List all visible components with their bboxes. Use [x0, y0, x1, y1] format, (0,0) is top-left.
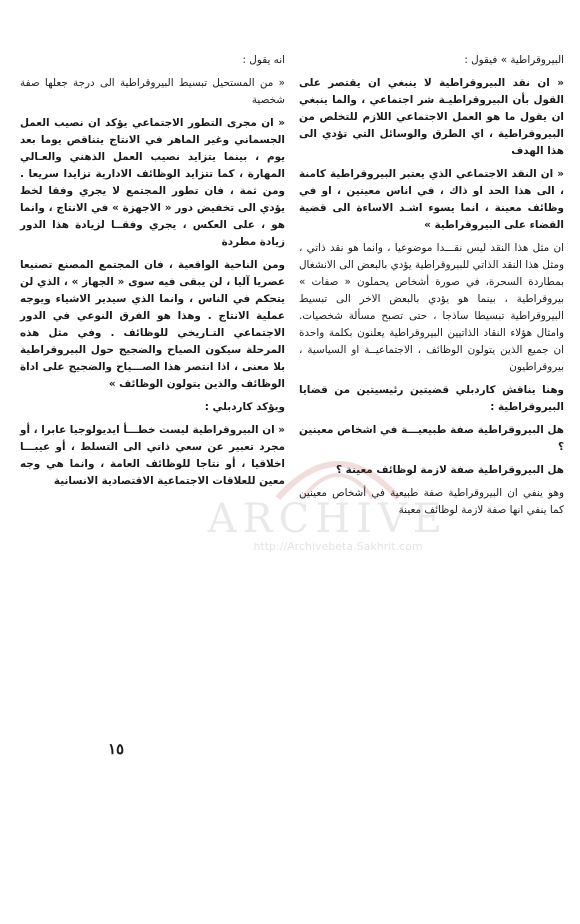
paragraph: وهنا يناقش كاردبلي قضيتين رئيسيتين من قضايا البيروقراطية :	[299, 384, 564, 413]
paragraph: « من المستحيل تبسيط البيروقراطية الى درجة جعلها صفة شخصية	[20, 77, 285, 106]
question-heading: هل البيروقراطية صفة لازمة لوظائف معينة ؟	[336, 464, 564, 476]
page-number: ١٥	[108, 740, 125, 758]
right-column	[299, 52, 564, 772]
watermark-url: http://Archivebeta.Sakhrit.com	[253, 540, 423, 553]
paragraph: « ان نقد البيروقراطية لا ينبغي ان يقتصر على القول بأن البيروقراطيـة شر اجتماعي ، والما ينبغي ان يقول ما هو العمل الاجتماعي اللازم للتخلص من البيروقراطية ، اي الطرق والوسائل التي تؤدي الى هذا الهدف	[299, 77, 564, 157]
paragraph: « ان مجرى التطور الاجتماعي يؤكد ان نصيب العمل الجسماني وغير الماهر في الانتاج يتناقص يوما بعد يوم ، بينما يتزايد نصيب العمل الذهني والعـالي المهارة ، كما تتزايد الوظائف الادارية تزايدا سريعا . ومن ثمة ، فان تطور المجتمع لا يجري وفقا لخط يؤدي الى تخفيض دور « الاجهزة » في الانتاج ، وانما هو ، على العكس ، يجري وفقــا لزيادة هذا الدور زيادة مطردة	[20, 117, 285, 248]
paragraph: وهو ينفي ان البيروقراطية صفة طبيعية في أشخاص معينين كما ينفي انها صفة لازمة لوظائف معينة	[299, 487, 564, 516]
page-body	[20, 52, 564, 772]
paragraph: « ان البيروقراطية ليست خطـــأ ايديولوجيا عابرا ، أو مجرد تعبير عن سعي ذاتي الى التسلط ، أو عيبـــا اخلاقيا ، أو نتاجا للوظائف العامة ، وانما هي وجه معين للعلاقات الاجتماعية الاقتصادية الانسانية	[20, 424, 285, 487]
paragraph: ويؤكد كاردبلي :	[204, 401, 285, 413]
watermark-text: ARCHIVE	[207, 496, 448, 542]
left-column	[20, 52, 285, 772]
question-heading: هل البيروقراطية صفة طبيعيـــة في اشخاص معينين ؟	[299, 424, 564, 453]
right-column-heading: البيروقراطية » فيقول :	[464, 54, 564, 66]
paragraph: ان مثل هذا النقد ليس نقـــدا موضوعيا ، وانما هو نقد ذاتي ، ومثل هذا النقد الذاتي للبيروقراطية يؤدي بالبعض الى الانشغال بمطاردة السحرة، في صورة أشخاص يحملون « صفات » بيروقراطية ، بينما هو يؤدي بالبعض الاخر الى تبسيط البيروقراطية تبسيطا ساذجا ، حتى تصبح مسألة شخصيات. وامثال هؤلاء النقاد الذاتيين البيروقراطية يعلنون بكلمة واحدة ان جميع الذين يتولون الوظائف ، الاجتماعيــة او السياسية ، بيروقراطيون	[299, 242, 564, 373]
paragraph: « ان النقد الاجتماعي الذي يعتبر البيروقراطية كامنة ، الى هذا الحد او ذاك ، في اناس معينين ، او في وظائف معينة ، انما يسوء اشـد الاساءة الى قضية القضاء على البيروقراطية »	[299, 168, 564, 231]
left-column-heading: انه يقول :	[242, 54, 285, 66]
paragraph: ومن الناحية الواقعية ، فان المجتمع المصنع تصنيعا عصريا آليا ، لن يبقى فيه سوى « الجهاز » ، الذي لن يتحكم في الناس ، وانما الذي سيدير الاشياء ويوجه عملية الانتاج . وهذا هو الفرق النوعي في الدور الاجتماعي التـاريخي للوظائف . وفي مثل هذه المرحلة سيكون الصياح والضجيج حول البيروقراطية بلا معنى ، اذا انتصر هذا الصـــياح والضجيج على اداة الوظائف والذين يتولون الوظائف »	[20, 259, 285, 390]
